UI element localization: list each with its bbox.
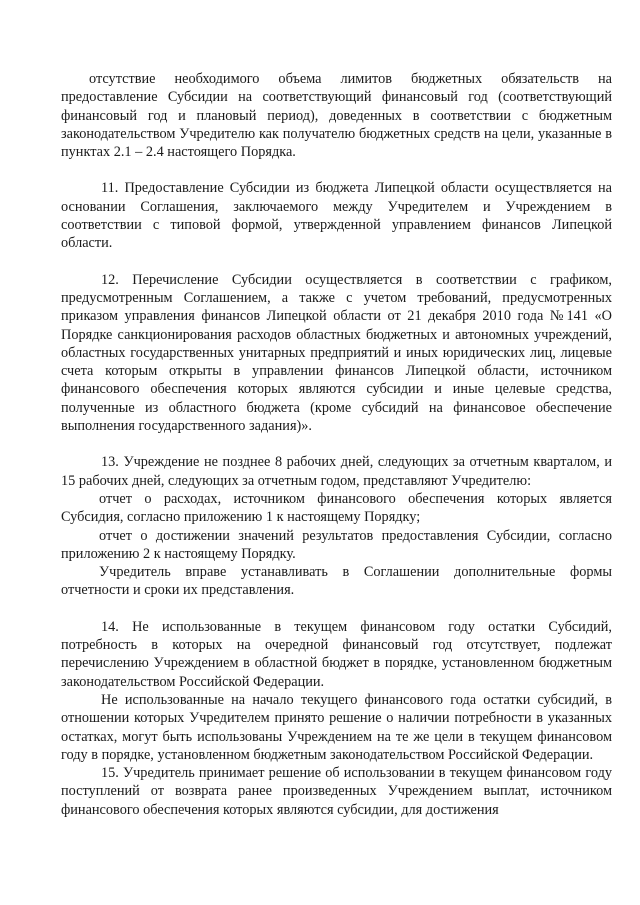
paragraph-gap	[61, 161, 612, 179]
paragraph-gap	[61, 435, 612, 453]
paragraph-11: 11. Предоставление Субсидии из бюджета Липецкой области осуществляется на основании Соглашения, заключаемого между Учредителем и Учреждением в соответствии с типовой формой, утвержденной управлением финансов Липецкой области.	[61, 180, 612, 252]
paragraph-13-report-expenses: отчет о расходах, источником финансового обеспечения которых является Субсидия, согласно приложению 1 к настоящему Порядку;	[61, 490, 612, 526]
paragraph-13-additional-forms: Учредитель вправе устанавливать в Соглашении дополнительные формы отчетности и сроки их представления.	[61, 564, 612, 599]
paragraph-15: 15. Учредитель принимает решение об использовании в текущем финансовом году поступлений от возврата ранее произведенных Учреждением выплат, источником финансового обеспечения которых являются субсидии, для достижения	[61, 765, 612, 818]
paragraph-13-report-results: отчет о достижении значений результатов предоставления Субсидии, согласно приложению 2 к настоящему Порядку.	[61, 527, 612, 562]
paragraph-14: 14. Не использованные в текущем финансовом году остатки Субсидий, потребность в которых на очередной финансовый год отсутствует, подлежат перечислению Учреждением в областной бюджет в порядке, установленном бюджетным законодательством Российской Федерации.	[61, 618, 612, 690]
paragraph-gap	[61, 600, 612, 618]
paragraph-gap	[61, 253, 612, 271]
paragraph-14-remainders: Не использованные на начало текущего финансового года остатки субсидий, в отношении которых Учредителем принято решение о наличии потребности в указанных остатках, могут быть использованы Учреждением на те же цели в текущем финансовом году в порядке, установленном бюджетным законодательством Российской Федерации.	[61, 691, 612, 763]
paragraph-13: 13. Учреждение не позднее 8 рабочих дней, следующих за отчетным кварталом, и 15 рабочих дней, следующих за отчетным годом, представляют Учредителю:	[61, 454, 612, 489]
paragraph-12: 12. Перечисление Субсидии осуществляется в соответствии с графиком, предусмотренным Соглашением, а также с учетом требований, предусмотренных приказом управления финансов Липецкой области от 21 декабря 2010 года №141 «О Порядке санкционирования расходов областных бюджетных и автономных учреждений, областных государственных унитарных предприятий и иных юридических лиц, лицевые счета которым открыты в управлении финансов Липецкой области, источником финансового обеспечения которых являются субсидии и иные целевые средства, полученные из областного бюджета (кроме субсидий на финансовое обеспечение выполнения государственного задания)».	[61, 271, 612, 435]
paragraph-limits: отсутствие необходимого объема лимитов бюджетных обязательств на предоставление Субсидии на соответствующий финансовый год (соответствующий финансовый год и плановый период), доведенных в соответствии с бюджетным законодательством Учредителю как получателю бюджетных средств на цели, указанные в пунктах 2.1 – 2.4 настоящего Порядка.	[61, 71, 612, 161]
